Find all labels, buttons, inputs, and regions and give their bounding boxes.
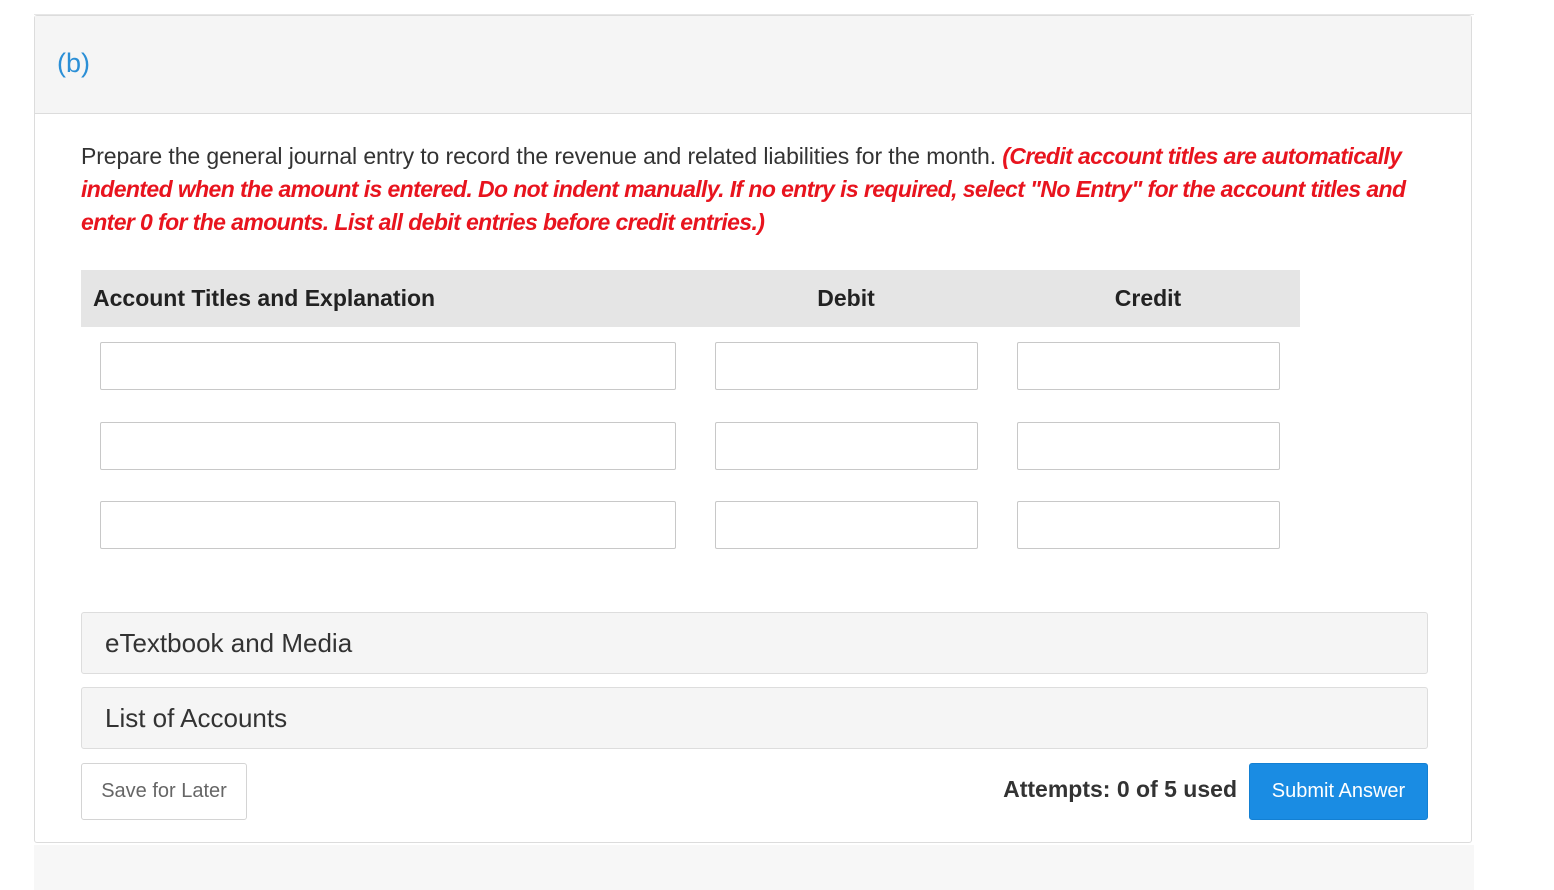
column-header-account: Account Titles and Explanation: [93, 285, 436, 311]
column-header-credit: Credit: [1114, 285, 1182, 311]
debit-input-row-3[interactable]: [715, 501, 978, 549]
card-header: [35, 16, 1471, 114]
debit-input-row-2[interactable]: [715, 422, 978, 470]
submit-answer-button[interactable]: Submit Answer: [1249, 763, 1428, 820]
bottom-strip: [34, 845, 1474, 890]
instructions: [81, 140, 1441, 239]
attempts-counter: Attempts: 0 of 5 used: [1003, 776, 1237, 802]
instructions-main: Prepare the general journal entry to record the revenue and related liabilities for the month.: [81, 143, 996, 169]
account-title-input-row-2[interactable]: [100, 422, 676, 470]
debit-input-row-1[interactable]: [715, 342, 978, 390]
credit-input-row-1[interactable]: [1017, 342, 1280, 390]
list-of-accounts-title: List of Accounts: [105, 703, 288, 733]
etextbook-media-title: eTextbook and Media: [105, 628, 353, 658]
list-of-accounts-panel[interactable]: [81, 687, 1428, 749]
column-header-debit: Debit: [817, 285, 875, 311]
credit-input-row-3[interactable]: [1017, 501, 1280, 549]
part-label: (b): [57, 48, 90, 78]
journal-table-header: [81, 270, 1300, 327]
save-for-later-button[interactable]: Save for Later: [81, 763, 247, 820]
credit-input-row-2[interactable]: [1017, 422, 1280, 470]
instructions-emphasis: (Credit account titles are automatically indented when the amount is entered. Do not indent manually. If no entry is required, select "No Entry" for the account titles and enter 0 for the amounts. List all debit entries before credit entries.): [81, 143, 1406, 235]
account-title-input-row-1[interactable]: [100, 342, 676, 390]
question-card: [34, 15, 1472, 843]
account-title-input-row-3[interactable]: [100, 501, 676, 549]
etextbook-media-panel[interactable]: [81, 612, 1428, 674]
